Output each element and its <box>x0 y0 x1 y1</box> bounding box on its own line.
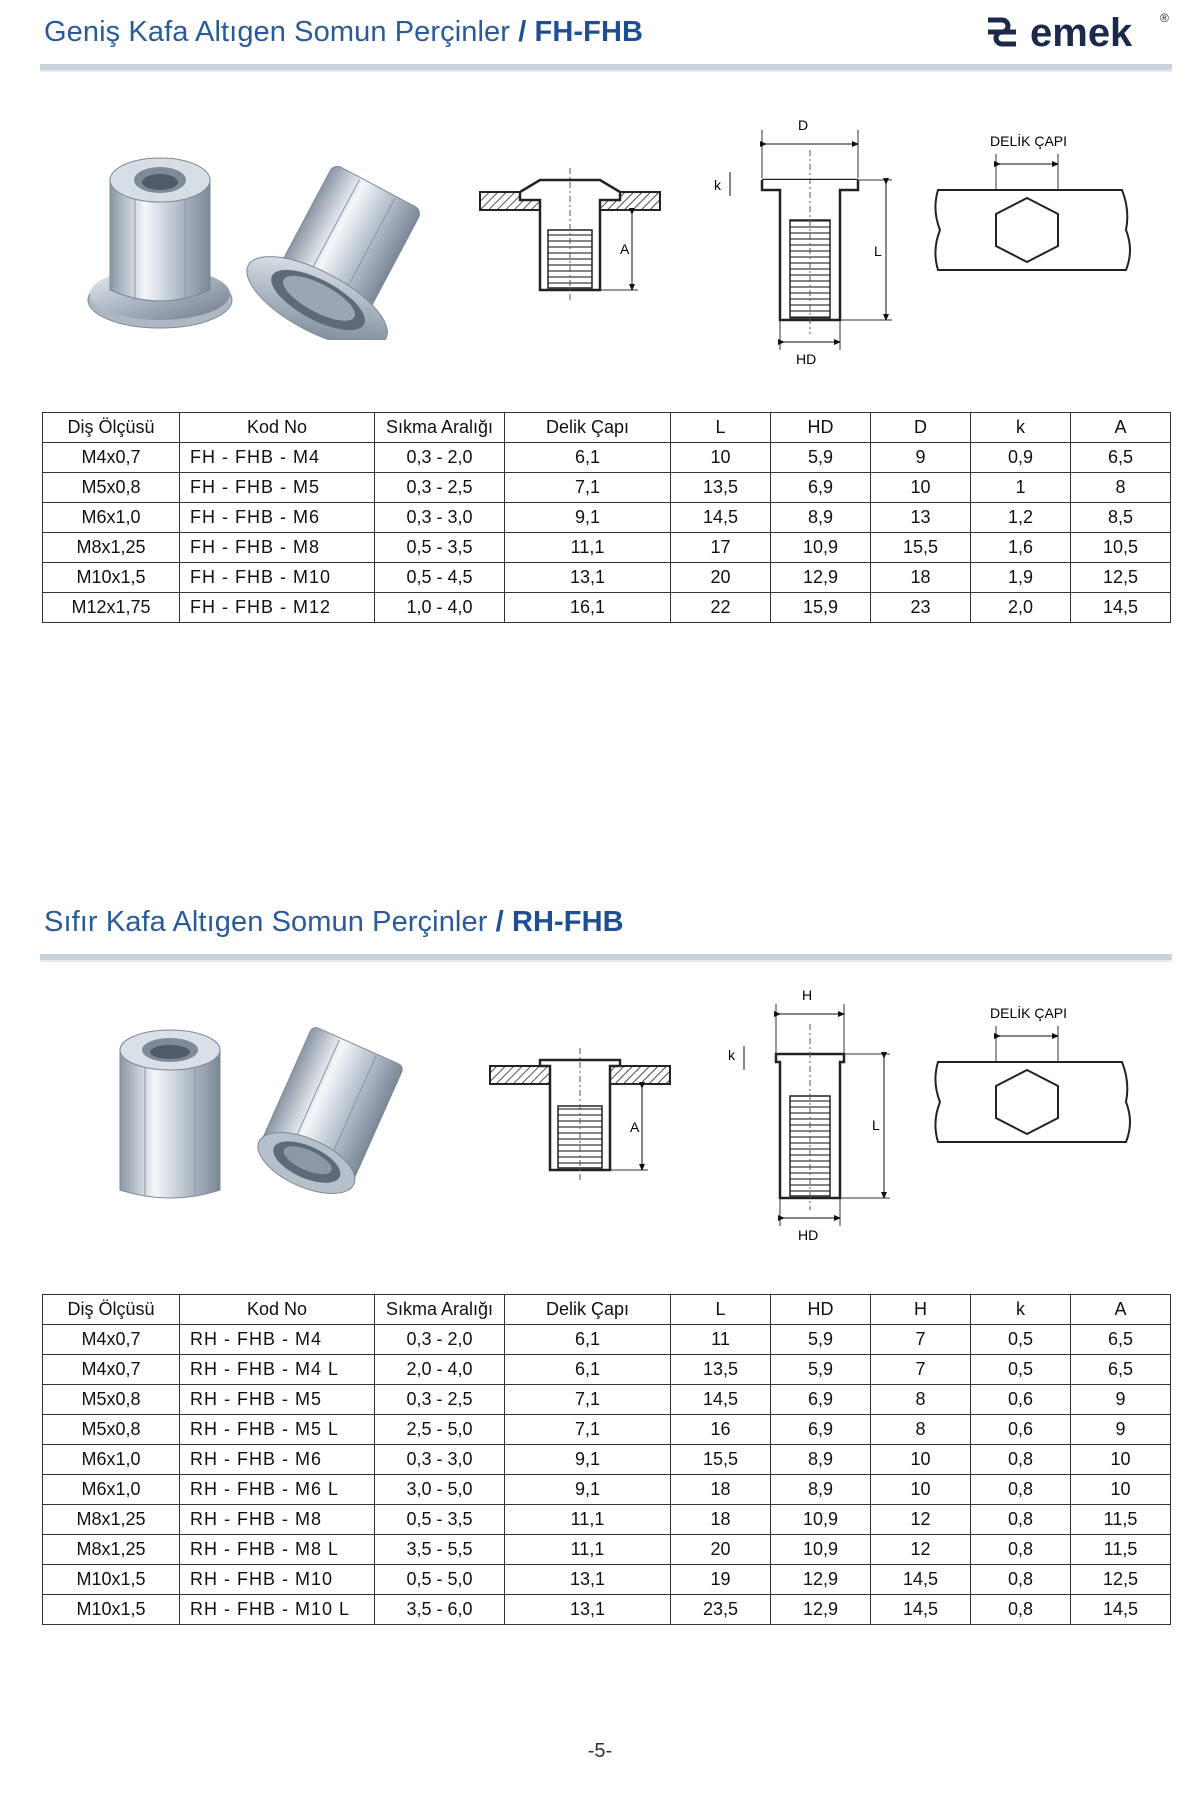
table-cell: 23,5 <box>671 1595 771 1625</box>
table-cell: 18 <box>671 1475 771 1505</box>
table-cell: 9,1 <box>505 1445 671 1475</box>
table-cell: 10 <box>1071 1445 1171 1475</box>
table-cell: 1 <box>971 473 1071 503</box>
table-cell: M6x1,0 <box>43 1475 180 1505</box>
dimension-drawing <box>710 984 910 1244</box>
table-cell: 15,5 <box>671 1445 771 1475</box>
table-cell: 7,1 <box>505 473 671 503</box>
installed-section-drawing <box>480 1040 680 1190</box>
table-cell: 0,8 <box>971 1445 1071 1475</box>
table-cell: M5x0,8 <box>43 473 180 503</box>
table-cell: 7,1 <box>505 1385 671 1415</box>
dim-label-a: A <box>630 1119 640 1135</box>
table-cell: 19 <box>671 1565 771 1595</box>
column-header: Kod No <box>180 413 375 443</box>
installed-section-drawing <box>470 160 670 310</box>
table-cell: 7,1 <box>505 1415 671 1445</box>
dim-label-k: k <box>728 1047 735 1063</box>
registered-mark: ® <box>1160 11 1169 25</box>
table-cell: 10 <box>671 443 771 473</box>
table-cell: 15,5 <box>871 533 971 563</box>
table-cell: 14,5 <box>671 1385 771 1415</box>
table-header-row <box>43 1295 1171 1325</box>
table-cell: M4x0,7 <box>43 1355 180 1385</box>
table-cell: 8,9 <box>771 1445 871 1475</box>
table-cell: 6,9 <box>771 1385 871 1415</box>
column-header: L <box>671 1295 771 1325</box>
table-cell: M10x1,5 <box>43 1595 180 1625</box>
table-cell: 13,5 <box>671 473 771 503</box>
table-cell: RH - FHB - M8 <box>180 1505 375 1535</box>
table-cell: 1,9 <box>971 563 1071 593</box>
section-divider <box>40 954 1172 962</box>
table-cell: M8x1,25 <box>43 1505 180 1535</box>
table-cell: 0,3 - 2,0 <box>375 443 505 473</box>
table-cell: 0,5 <box>971 1325 1071 1355</box>
dim-label-k: k <box>714 177 721 193</box>
product-code: FH-FHB <box>534 16 644 48</box>
dim-label-l: L <box>874 243 882 259</box>
table-row <box>43 443 1171 473</box>
table-cell: 9 <box>1071 1415 1171 1445</box>
table-cell: M5x0,8 <box>43 1415 180 1445</box>
table-cell: 6,5 <box>1071 443 1171 473</box>
table-cell: 9,1 <box>505 1475 671 1505</box>
table-row <box>43 1415 1171 1445</box>
spec-table <box>42 412 1171 623</box>
page-number: -5- <box>587 1740 613 1762</box>
table-cell: FH - FHB - M12 <box>180 593 375 623</box>
table-row <box>43 1325 1171 1355</box>
table-cell: 5,9 <box>771 443 871 473</box>
section-title <box>44 16 643 49</box>
table-row <box>43 1355 1171 1385</box>
table-cell: 10 <box>871 473 971 503</box>
table-row <box>43 1385 1171 1415</box>
table-cell: 6,5 <box>1071 1355 1171 1385</box>
table-body <box>43 1325 1171 1625</box>
table-cell: 1,2 <box>971 503 1071 533</box>
table-cell: M4x0,7 <box>43 443 180 473</box>
table-cell: 23 <box>871 593 971 623</box>
table-cell: 13 <box>871 503 971 533</box>
table-cell: 6,5 <box>1071 1325 1171 1355</box>
column-header: Sıkma Aralığı <box>375 413 505 443</box>
dim-label-hole: DELİK ÇAPI <box>990 133 1068 149</box>
table-cell: 11,1 <box>505 1535 671 1565</box>
table-cell: 18 <box>671 1505 771 1535</box>
emek-logo-mark-icon <box>988 20 1016 44</box>
dim-label-l: L <box>872 1117 880 1133</box>
column-header: D <box>871 413 971 443</box>
table-cell: 6,9 <box>771 473 871 503</box>
product-photo <box>80 140 440 340</box>
table-cell: 7 <box>871 1325 971 1355</box>
table-cell: 7 <box>871 1355 971 1385</box>
column-header: L <box>671 413 771 443</box>
table-cell: FH - FHB - M10 <box>180 563 375 593</box>
table-cell: M6x1,0 <box>43 503 180 533</box>
table-row <box>43 1505 1171 1535</box>
table-cell: FH - FHB - M6 <box>180 503 375 533</box>
table-cell: 14,5 <box>1071 1595 1171 1625</box>
table-cell: 0,3 - 3,0 <box>375 1445 505 1475</box>
table-cell: 10 <box>871 1445 971 1475</box>
product-photo <box>100 1010 420 1210</box>
table-cell: RH - FHB - M6 L <box>180 1475 375 1505</box>
table-row <box>43 593 1171 623</box>
table-cell: 0,3 - 2,5 <box>375 1385 505 1415</box>
table-cell: 14,5 <box>871 1565 971 1595</box>
table-cell: 12,9 <box>771 1565 871 1595</box>
column-header: k <box>971 1295 1071 1325</box>
dim-label-head: D <box>798 117 809 133</box>
table-cell: 22 <box>671 593 771 623</box>
column-header: Kod No <box>180 1295 375 1325</box>
table-cell: 10,9 <box>771 1535 871 1565</box>
table-cell: 12,9 <box>771 563 871 593</box>
table-cell: 18 <box>871 563 971 593</box>
table-cell: 9 <box>1071 1385 1171 1415</box>
hole-drawing <box>930 130 1150 310</box>
table-row <box>43 1595 1171 1625</box>
table-cell: 6,1 <box>505 1325 671 1355</box>
column-header: HD <box>771 1295 871 1325</box>
table-cell: 12,5 <box>1071 563 1171 593</box>
table-cell: RH - FHB - M4 L <box>180 1355 375 1385</box>
table-cell: M10x1,5 <box>43 1565 180 1595</box>
table-cell: RH - FHB - M10 <box>180 1565 375 1595</box>
table-cell: 8 <box>871 1385 971 1415</box>
table-cell: M4x0,7 <box>43 1325 180 1355</box>
table-cell: 12 <box>871 1505 971 1535</box>
table-cell: 14,5 <box>671 503 771 533</box>
table-cell: 16,1 <box>505 593 671 623</box>
table-cell: 8 <box>1071 473 1171 503</box>
table-cell: 0,3 - 2,5 <box>375 473 505 503</box>
table-cell: M8x1,25 <box>43 1535 180 1565</box>
table-cell: 20 <box>671 563 771 593</box>
table-cell: 2,0 - 4,0 <box>375 1355 505 1385</box>
dim-label-hd: HD <box>796 351 817 367</box>
table-row <box>43 1475 1171 1505</box>
table-cell: 0,8 <box>971 1595 1071 1625</box>
table-cell: FH - FHB - M4 <box>180 443 375 473</box>
table-cell: 15,9 <box>771 593 871 623</box>
table-cell: 0,8 <box>971 1475 1071 1505</box>
table-row <box>43 1445 1171 1475</box>
column-header: H <box>871 1295 971 1325</box>
table-cell: M6x1,0 <box>43 1445 180 1475</box>
table-cell: RH - FHB - M4 <box>180 1325 375 1355</box>
table-cell: 3,5 - 6,0 <box>375 1595 505 1625</box>
table-cell: 0,5 - 5,0 <box>375 1565 505 1595</box>
hole-drawing <box>930 1002 1150 1182</box>
dim-label-hole: DELİK ÇAPI <box>990 1005 1068 1021</box>
product-code: RH-FHB <box>511 906 624 938</box>
table-cell: 0,5 - 3,5 <box>375 1505 505 1535</box>
table-row <box>43 1565 1171 1595</box>
table-cell: 0,9 <box>971 443 1071 473</box>
table-cell: 10 <box>1071 1475 1171 1505</box>
table-row <box>43 503 1171 533</box>
table-cell: 6,1 <box>505 443 671 473</box>
table-cell: 1,6 <box>971 533 1071 563</box>
title-separator: / <box>487 906 512 938</box>
table-cell: 0,3 - 2,0 <box>375 1325 505 1355</box>
table-cell: M10x1,5 <box>43 563 180 593</box>
table-cell: 3,5 - 5,5 <box>375 1535 505 1565</box>
title-separator: / <box>510 16 535 48</box>
brand-name: emek <box>1030 11 1133 55</box>
column-header: HD <box>771 413 871 443</box>
spec-table <box>42 1294 1171 1625</box>
table-cell: 2,5 - 5,0 <box>375 1415 505 1445</box>
column-header: Diş Ölçüsü <box>43 1295 180 1325</box>
dim-label-a: A <box>620 241 630 257</box>
table-cell: M12x1,75 <box>43 593 180 623</box>
table-cell: 6,9 <box>771 1415 871 1445</box>
table-cell: 20 <box>671 1535 771 1565</box>
table-cell: 8,5 <box>1071 503 1171 533</box>
table-cell: 10,9 <box>771 1505 871 1535</box>
table-row <box>43 1535 1171 1565</box>
table-cell: 10,5 <box>1071 533 1171 563</box>
table-cell: 0,8 <box>971 1505 1071 1535</box>
table-cell: 0,8 <box>971 1565 1071 1595</box>
table-row <box>43 533 1171 563</box>
table-cell: FH - FHB - M8 <box>180 533 375 563</box>
column-header: Diş Ölçüsü <box>43 413 180 443</box>
table-row <box>43 563 1171 593</box>
table-cell: 13,1 <box>505 1595 671 1625</box>
table-cell: 8,9 <box>771 503 871 533</box>
column-header: Sıkma Aralığı <box>375 1295 505 1325</box>
table-cell: RH - FHB - M5 L <box>180 1415 375 1445</box>
table-cell: FH - FHB - M5 <box>180 473 375 503</box>
section-title <box>44 906 624 939</box>
table-cell: 8 <box>871 1415 971 1445</box>
table-cell: 1,0 - 4,0 <box>375 593 505 623</box>
table-cell: 13,1 <box>505 563 671 593</box>
table-cell: M5x0,8 <box>43 1385 180 1415</box>
table-cell: 13,5 <box>671 1355 771 1385</box>
table-cell: 10,9 <box>771 533 871 563</box>
table-cell: 6,1 <box>505 1355 671 1385</box>
table-cell: 0,6 <box>971 1415 1071 1445</box>
table-cell: 11,5 <box>1071 1505 1171 1535</box>
section-title-text: Geniş Kafa Altıgen Somun Perçinler <box>44 16 511 48</box>
table-cell: 14,5 <box>1071 593 1171 623</box>
table-cell: M8x1,25 <box>43 533 180 563</box>
emek-logo <box>982 8 1172 56</box>
section-title-text: Sıfır Kafa Altıgen Somun Perçinler <box>44 906 488 938</box>
table-cell: 17 <box>671 533 771 563</box>
dimension-drawing <box>700 110 900 370</box>
table-cell: 13,1 <box>505 1565 671 1595</box>
table-cell: 0,5 - 3,5 <box>375 533 505 563</box>
table-cell: 5,9 <box>771 1355 871 1385</box>
table-cell: 12,9 <box>771 1595 871 1625</box>
section-divider <box>40 64 1172 72</box>
table-cell: 11,1 <box>505 533 671 563</box>
table-cell: 2,0 <box>971 593 1071 623</box>
table-row <box>43 473 1171 503</box>
table-cell: 11 <box>671 1325 771 1355</box>
table-cell: RH - FHB - M8 L <box>180 1535 375 1565</box>
table-cell: RH - FHB - M6 <box>180 1445 375 1475</box>
dim-label-head: H <box>802 987 813 1003</box>
table-cell: 11,1 <box>505 1505 671 1535</box>
column-header: Delik Çapı <box>505 413 671 443</box>
table-cell: 10 <box>871 1475 971 1505</box>
table-cell: 12 <box>871 1535 971 1565</box>
table-cell: 11,5 <box>1071 1535 1171 1565</box>
table-cell: 0,5 - 4,5 <box>375 563 505 593</box>
table-cell: 12,5 <box>1071 1565 1171 1595</box>
table-cell: 0,6 <box>971 1385 1071 1415</box>
table-cell: RH - FHB - M5 <box>180 1385 375 1415</box>
dim-label-hd: HD <box>798 1227 819 1243</box>
column-header: A <box>1071 413 1171 443</box>
column-header: k <box>971 413 1071 443</box>
table-body <box>43 443 1171 623</box>
table-header-row <box>43 413 1171 443</box>
table-cell: 3,0 - 5,0 <box>375 1475 505 1505</box>
table-cell: 9 <box>871 443 971 473</box>
table-cell: 8,9 <box>771 1475 871 1505</box>
table-cell: 5,9 <box>771 1325 871 1355</box>
table-cell: RH - FHB - M10 L <box>180 1595 375 1625</box>
column-header: Delik Çapı <box>505 1295 671 1325</box>
table-cell: 9,1 <box>505 503 671 533</box>
table-cell: 0,3 - 3,0 <box>375 503 505 533</box>
table-cell: 0,5 <box>971 1355 1071 1385</box>
table-cell: 16 <box>671 1415 771 1445</box>
column-header: A <box>1071 1295 1171 1325</box>
table-cell: 14,5 <box>871 1595 971 1625</box>
table-cell: 0,8 <box>971 1535 1071 1565</box>
